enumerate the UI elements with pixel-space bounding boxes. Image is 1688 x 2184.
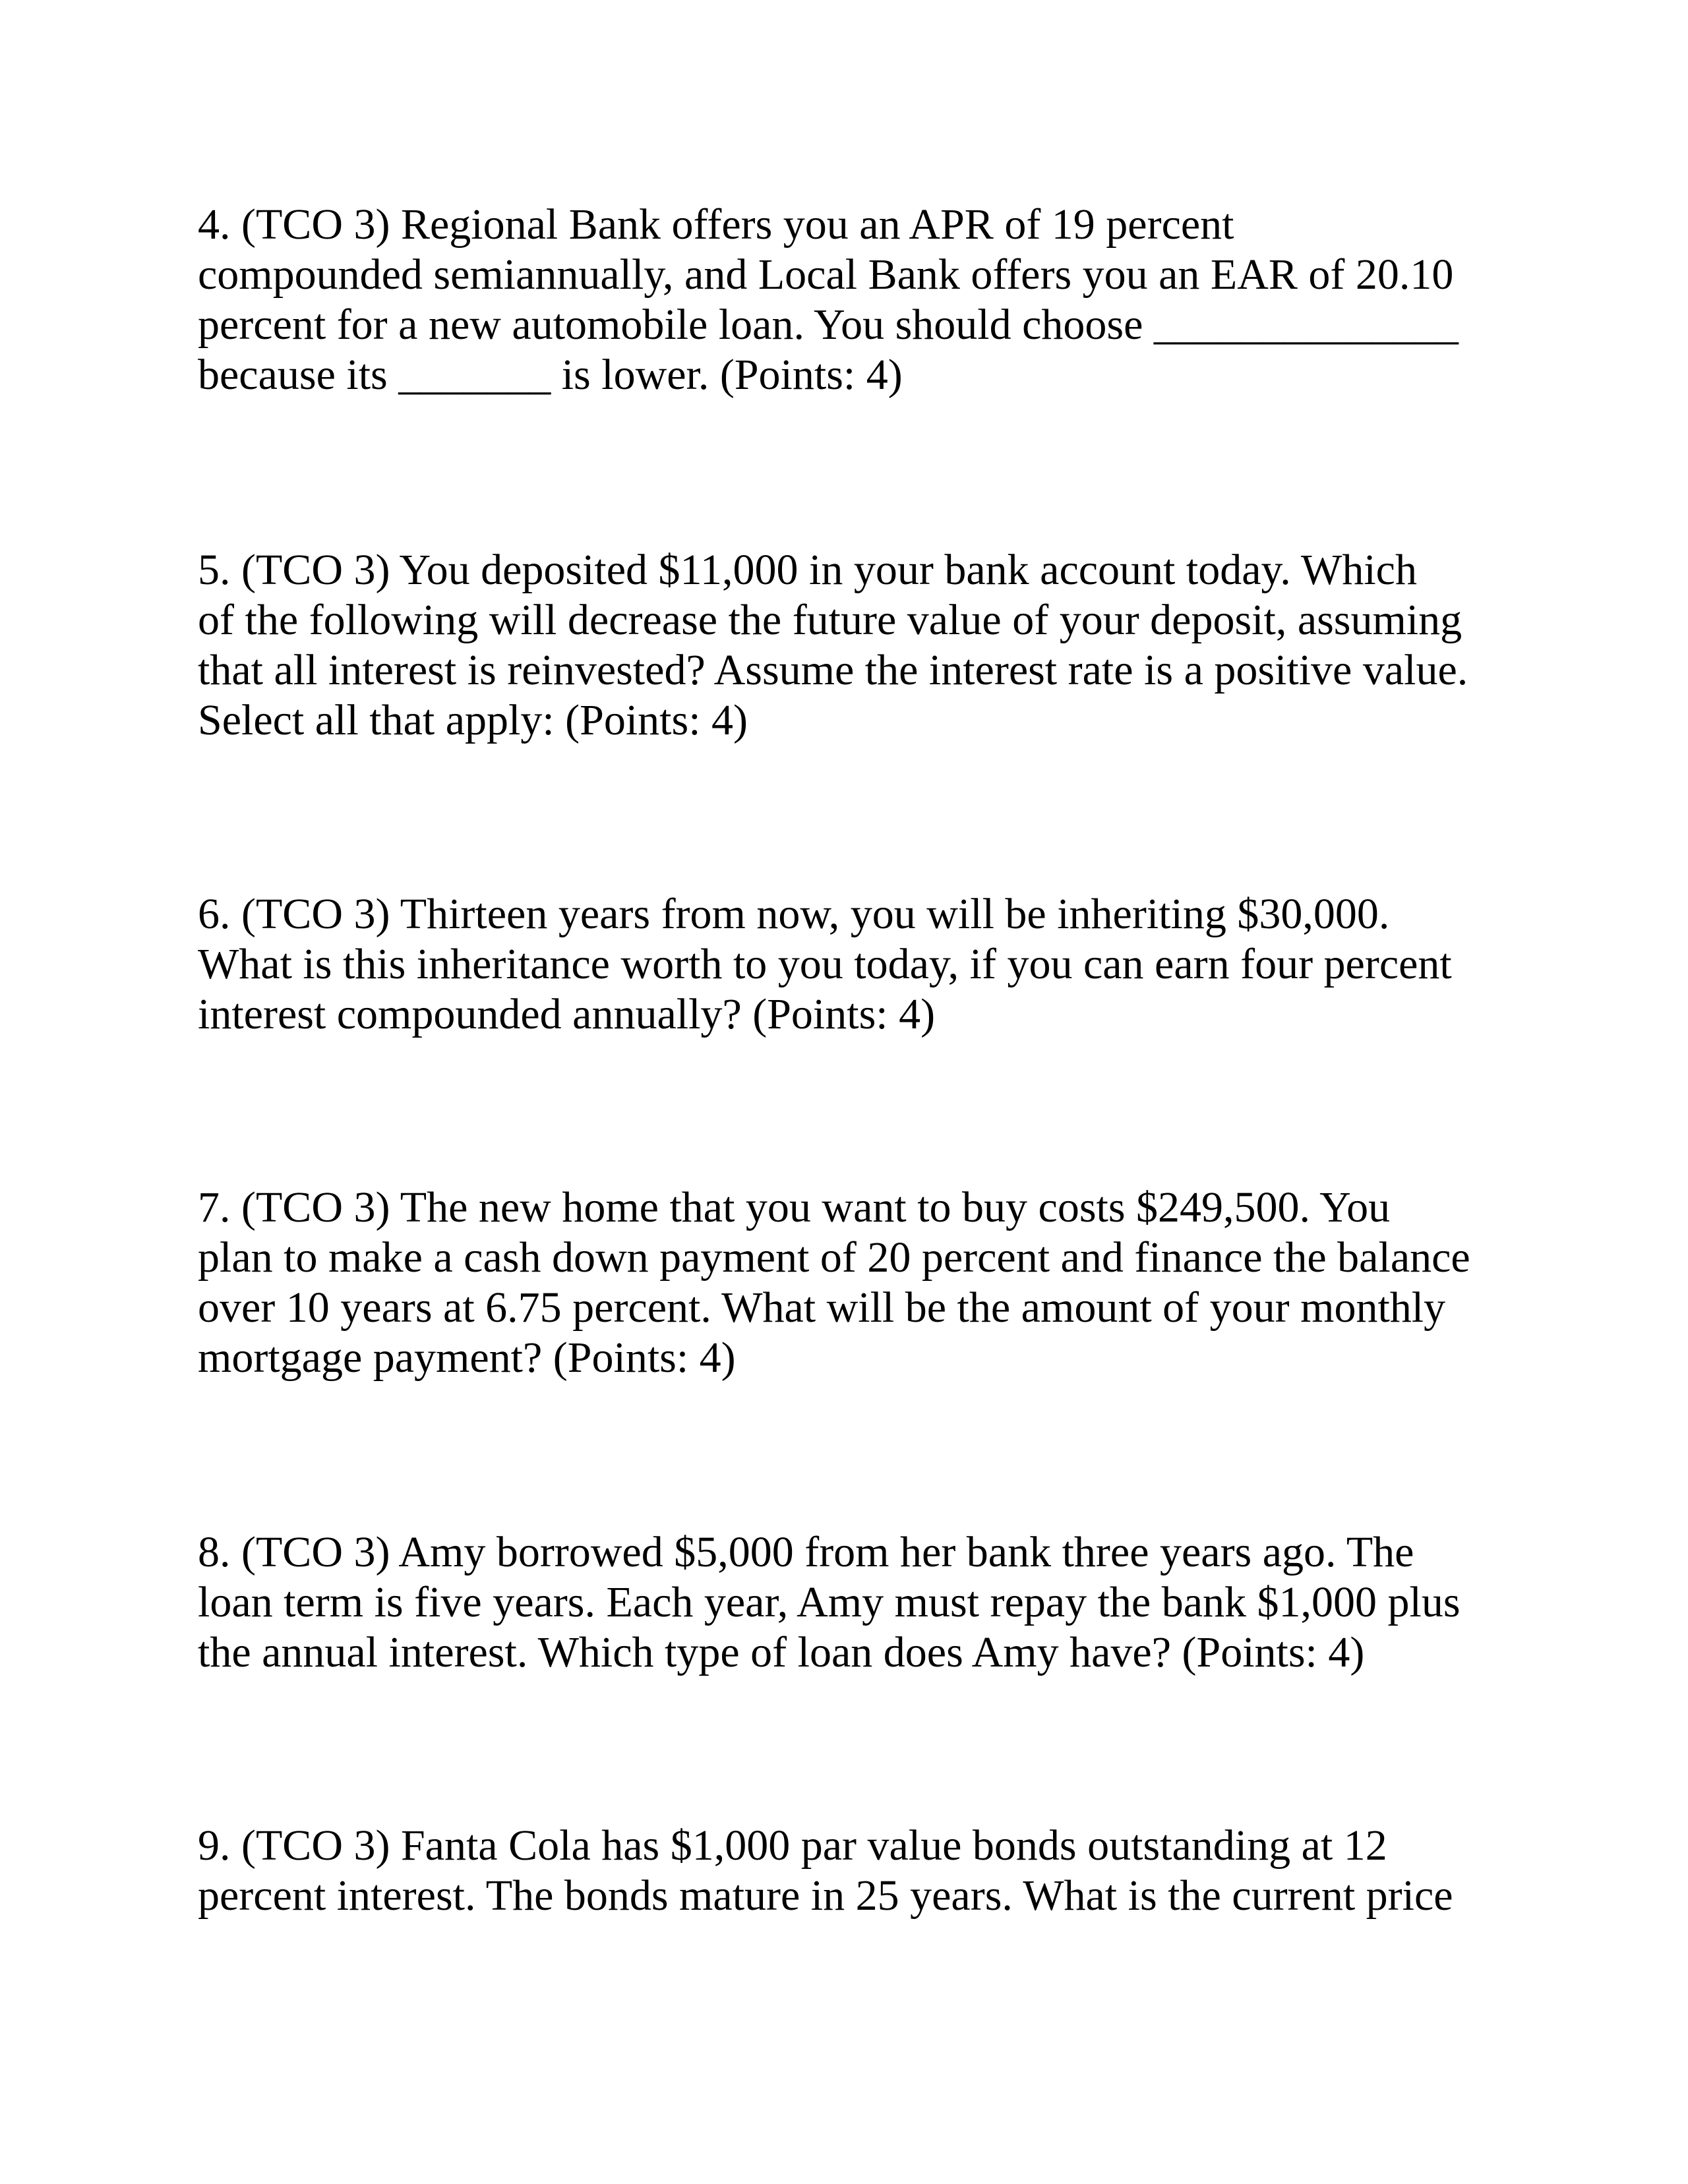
question-5-line-2: of the following will decrease the future value of your deposit, assuming (198, 596, 1462, 644)
question-5 (198, 545, 1517, 746)
question-4 (198, 200, 1517, 400)
question-8-line-1: 8. (TCO 3) Amy borrowed $5,000 from her bank three years ago. The (198, 1528, 1414, 1576)
question-6-line-2: What is this inheritance worth to you today, if you can earn four percent (198, 940, 1452, 988)
question-9-line-2: percent interest. The bonds mature in 25 years. What is the current price (198, 1872, 1453, 1920)
question-5-line-1: 5. (TCO 3) You deposited $11,000 in your bank account today. Which (198, 546, 1417, 594)
question-7-line-1: 7. (TCO 3) The new home that you want to buy costs $249,500. You (198, 1183, 1391, 1231)
question-9-line-1: 9. (TCO 3) Fanta Cola has $1,000 par value bonds outstanding at 12 (198, 1821, 1387, 1870)
question-5-line-4: Select all that apply: (Points: 4) (198, 696, 748, 744)
question-8-line-3: the annual interest. Which type of loan does Amy have? (Points: 4) (198, 1628, 1365, 1676)
question-7-line-3: over 10 years at 6.75 percent. What will be the amount of your monthly (198, 1284, 1446, 1332)
question-7-line-2: plan to make a cash down payment of 20 percent and finance the balance (198, 1233, 1470, 1282)
question-6-line-3: interest compounded annually? (Points: 4) (198, 990, 936, 1038)
question-4-line-1: 4. (TCO 3) Regional Bank offers you an APR of 19 percent (198, 200, 1234, 249)
question-4-line-2: compounded semiannually, and Local Bank offers you an EAR of 20.10 (198, 251, 1454, 299)
question-6 (198, 889, 1517, 1040)
question-4-line-4: because its _______ is lower. (Points: 4) (198, 351, 903, 399)
question-4-line-3: percent for a new automobile loan. You should choose ______________ (198, 301, 1459, 349)
question-7 (198, 1183, 1517, 1383)
question-8 (198, 1527, 1517, 1678)
question-8-line-2: loan term is five years. Each year, Amy must repay the bank $1,000 plus (198, 1578, 1461, 1626)
question-6-line-1: 6. (TCO 3) Thirteen years from now, you will be inheriting $30,000. (198, 890, 1390, 938)
question-5-line-3: that all interest is reinvested? Assume the interest rate is a positive value. (198, 646, 1468, 694)
question-9 (198, 1821, 1517, 1921)
question-7-line-4: mortgage payment? (Points: 4) (198, 1334, 736, 1382)
